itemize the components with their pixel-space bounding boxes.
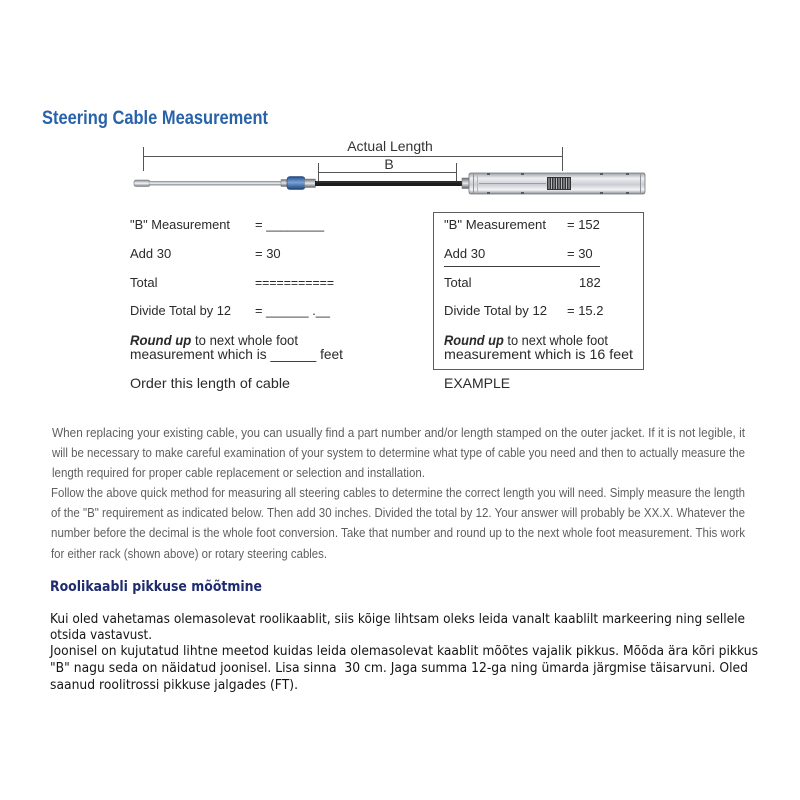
instructions-et-line: Joonisel on kujutatud lihtne meetod kuidas leida olemasolevat kaablit mõõtes vajalik pikkus. Mõõda ära kõri pikkus [49, 644, 759, 659]
instructions-et-line: saanud roolitrossi pikkuse jalgades (FT). [50, 678, 298, 693]
rivet [626, 173, 629, 175]
rivet [626, 192, 629, 194]
instructions-et-line: Kui oled vahetamas olemasolevat roolikaablit, siis kõige lihtsam oleks leida vanalt kaablilt markeering ning sellele [50, 612, 745, 627]
worksheet-label-divide: Divide Total by 12 [130, 303, 231, 318]
rivet [600, 173, 603, 175]
rack-housing-tube [469, 173, 645, 194]
instructions-en-line: length required for proper cable replacement or selection and installation. [52, 465, 425, 480]
rivet [521, 173, 524, 175]
cable-boot [287, 177, 305, 190]
b-dimension-label: B [384, 156, 394, 172]
worksheet-result-line: measurement which is ______ feet [130, 346, 344, 362]
rivet [600, 192, 603, 194]
instructions-en-line: for either rack (shown above) or rotary steering cables. [51, 546, 327, 561]
worksheet-footer: Order this length of cable [130, 375, 291, 391]
instructions-en-line: of the "B" requirement as indicated below. Then add 30 inches. Divided the total by 12. Your answer will probably be XX.X. Whatever the [51, 505, 745, 520]
example-caption: EXAMPLE [444, 375, 511, 391]
instructions-en-line: When replacing your existing cable, you can usually find a part number and/or length stamped on the outer jacket. If it is not legible, it [52, 425, 746, 440]
instructions-en-line: Follow the above quick method for measuring all steering cables to determine the correct length you will need. Simply measure the length [51, 485, 745, 500]
cable-nut [305, 179, 316, 188]
cable-rod [149, 181, 282, 185]
example-value-add: = 30 [567, 246, 593, 261]
example-value-total: 182 [579, 275, 601, 290]
example-value-divide: = 15.2 [567, 303, 604, 318]
round-up-emphasis: Round up [444, 332, 510, 348]
round-up-rest: to next whole foot [503, 332, 618, 348]
worksheet-label-total: Total [130, 275, 158, 290]
example-label-total: Total [444, 275, 472, 290]
worksheet-value-divide: = ______ .__ [255, 303, 331, 318]
worksheet-value-add: = 30 [255, 246, 281, 261]
instructions-en-line: will be necessary to make careful examination of your system to determine what type of cable you need and then to actually measure the [51, 445, 745, 460]
worksheet-label-add: Add 30 [130, 246, 172, 261]
example-label-divide: Divide Total by 12 [444, 303, 547, 318]
instructions-et-line: "B" nagu seda on näidatud joonisel. Lisa sinna 30 cm. Jaga summa 12-ga ning ümarda järgmise täisarvuni. Oled [50, 661, 748, 676]
worksheet-value-b-measurement: = ________ [255, 217, 325, 232]
example-label-add: Add 30 [444, 246, 486, 261]
instructions-en-line: number before the decimal is the whole foot conversion. Take that number and round up to the next whole foot measurement. This work [51, 525, 746, 540]
rivet [487, 173, 490, 175]
round-up-emphasis: Round up [130, 332, 196, 348]
actual-length-label: Actual Length [347, 138, 433, 154]
round-up-rest: to next whole foot [191, 332, 305, 348]
example-label-b-measurement: "B" Measurement [444, 217, 547, 232]
cable-tip [134, 180, 150, 187]
page-title: Steering Cable Measurement [42, 108, 269, 129]
estonian-heading: Roolikaabli pikkuse mõõtmine [50, 579, 262, 595]
rivet [487, 192, 490, 194]
worksheet-label-b-measurement: "B" Measurement [130, 217, 231, 232]
example-value-b-measurement: = 152 [567, 217, 600, 232]
instructions-et-line: otsida vastavust. [50, 628, 152, 643]
example-result-line: measurement which is 16 feet [444, 346, 634, 362]
worksheet-value-total: =========== [255, 275, 334, 290]
rivet [521, 192, 524, 194]
